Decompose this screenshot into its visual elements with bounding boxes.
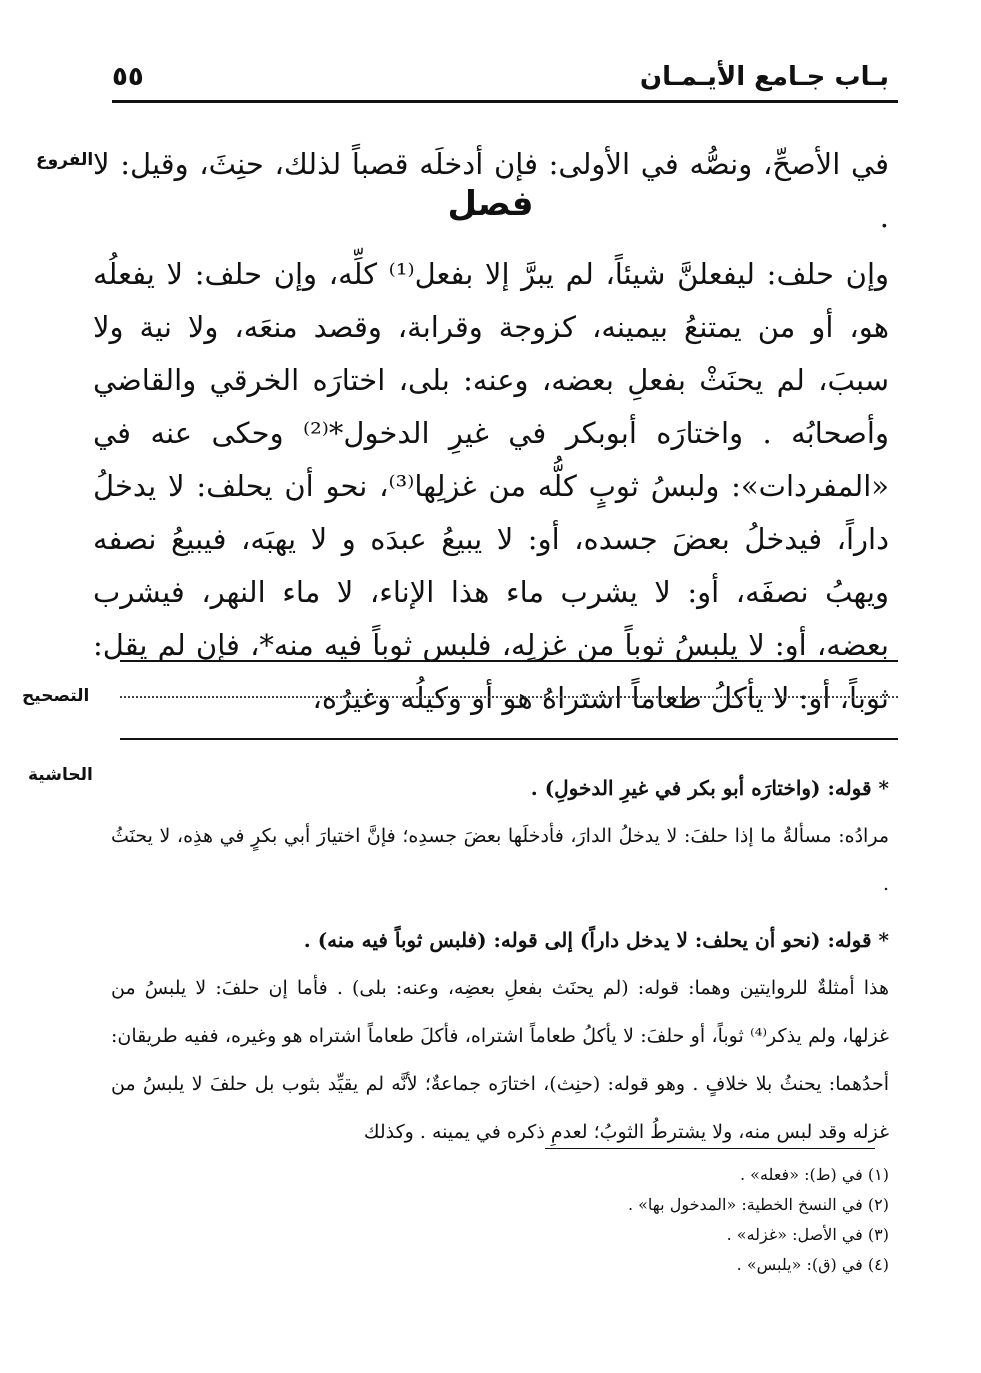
divider-top (120, 660, 898, 662)
footnote-item: (٢) في النسخ الخطية: «المدخول بها» . (627, 1195, 889, 1214)
section-title: فصل (447, 184, 534, 224)
footnote-item: (٣) في الأصل: «غزله» . (726, 1225, 889, 1244)
hashiya-quote-2: * قوله: (نحو أن يحلف: لا يدخل داراً) إلى قوله: (فلبس ثوباً فيه منه) . (303, 928, 889, 952)
footnote-rule (545, 1148, 875, 1149)
hashiya-quote-1: * قوله: (واختارَه أبو بكر في غيرِ الدخولِ) . (530, 776, 889, 800)
hashiya-block (111, 758, 889, 1156)
header-rule (112, 100, 898, 103)
margin-label-tashih: التصحيح (22, 686, 90, 706)
hashiya-comment-1: مرادُه: مسألةُ ما إذا حلفَ: لا يدخلُ الدارَ، فأدخلَها بعضَ جسدِه؛ فإنَّ اختيارَ أبي بكرٍ في هذِه، لا يحنَثُ . (111, 825, 889, 895)
main-line-1: في الأصحِّ، ونصُّه في الأولى: فإن أدخلَه قصباً لذلك، حنِثَ، وقيل: لا . (93, 147, 889, 234)
main-paragraph: وإن حلف: ليفعلنَّ شيئاً، لم يبرَّ إلا بفعل⁽¹⁾ كلِّه، وإن حلف: لا يفعلُه هو، أو من يمتنعُ بيمينه، كزوجة وقرابة، وقصد منعَه، ولا نية ولا سببَ، لم يحنَثْ بفعلِ بعضه، وعنه: بلى، اختارَه الخرقي والقاضي وأصحابُه . واختارَه أبوبكر في غيرِ الدخول*⁽²⁾ وحكى عنه في «المفردات»: ولبسُ ثوبٍ كلُّه من غزلِها⁽³⁾، نحو أن يحلف: لا يدخلُ داراً، فيدخلُ بعضَ جسده، أو: لا يبيعُ عبدَه و لا يهبَه، فيبيعُ نصفه ويهبُ نصفَه، أو: لا يشرب ماء هذا الإناء، لا ماء النهر، فيشرب بعضه، أو: لا يلبسُ ثوباً من غزلِه، فلبس ثوباً فيه منه*، فإن لم يقل: ثوباً، أو: لا يأكلُ طعاماً اشتراهُ هو أو وكيلُه وغيرُه، (93, 257, 890, 715)
running-header-title: بـاب جـامع الأيـمـان (639, 62, 889, 92)
footnote-item: (٤) في (ق): «يلبس» . (736, 1255, 889, 1274)
hashiya-comment-2: هذا أمثلةٌ للروايتين وهما: قوله: (لم يحنَث بفعلِ بعضِه، وعنه: بلى) . فأما إن حلفَ: لا يلبسُ من غزلها، ولم يذكر⁽⁴⁾ ثوباً، أو حلفَ: لا يأكلُ طعاماً اشتراه، فأكلَ طعاماً اشتراه هو وغيره، ففيه طريقان: أحدُهما: يحنثُ بلا خلافٍ . وهو قوله: (حنِث)، اختارَه جماعةٌ؛ لأنَّه لم يقيِّد بثوب بل حلفَ لا يلبسُ من غزله وقد لبس منه، ولا يشترطُ الثوبُ؛ لعدمِ ذكره في يمينه . وكذلك (111, 977, 889, 1143)
main-text-body (93, 248, 889, 725)
page-number: ٥٥ (112, 62, 144, 92)
tashih-dotted-line (120, 696, 898, 698)
divider-bottom (120, 738, 898, 740)
margin-label-hashiya: الحاشية (28, 765, 93, 785)
margin-label-furu: الفروع (36, 150, 94, 170)
footnote-item: (١) في (ط): «فعله» . (740, 1165, 889, 1184)
footnotes (111, 1160, 889, 1280)
